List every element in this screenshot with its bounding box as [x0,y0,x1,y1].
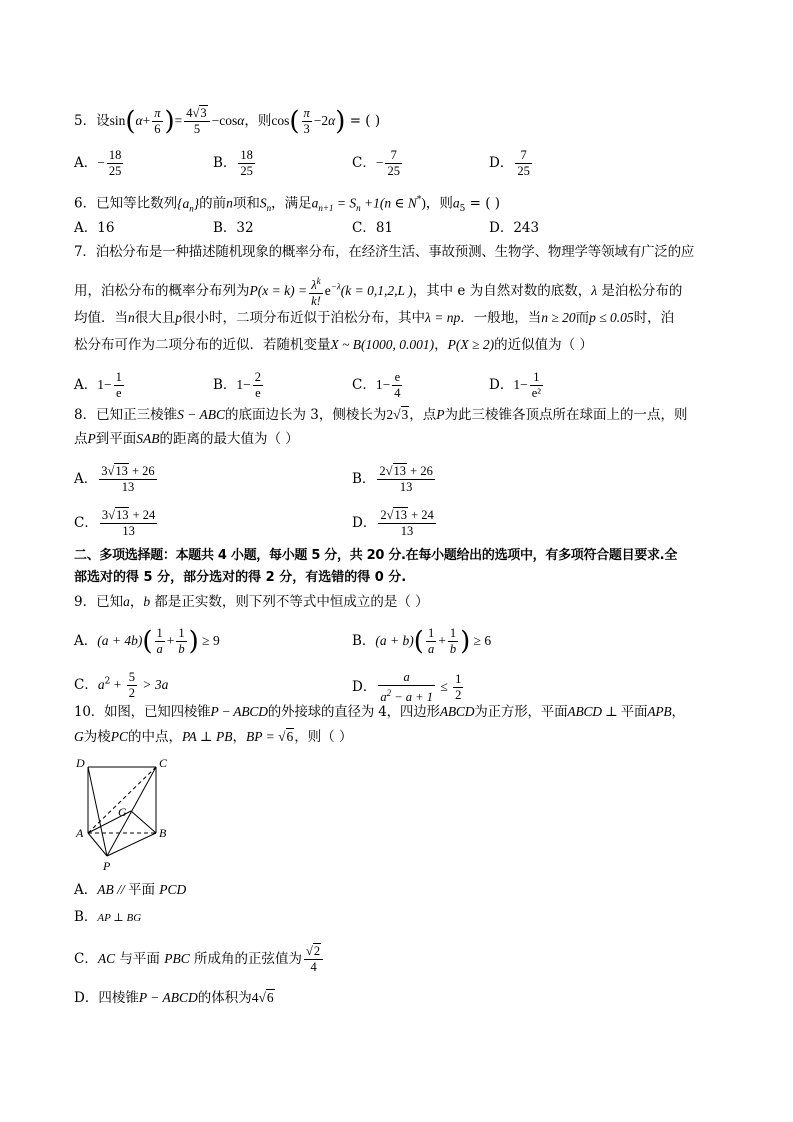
q10-option-a: A．AB // 平面 PCD [74,882,187,898]
edge-AC-hidden [88,767,156,833]
question-10-line-2: G为棱PC的中点，PA ⊥ PB，BP = √6，则（ ） [74,729,353,745]
q6-option-d: D．243 [489,220,540,236]
q7-option-c: C．1− $\frac{e}{4}$ [352,370,401,400]
q7-option-b: B．1− $\frac{2}{e}$ [213,370,262,400]
q10-option-d: D．四棱锥P − ABCD的体积为4√6 [74,990,274,1006]
q8-option-c: C． $\frac{3√13 + 24}{13}$ [74,508,156,538]
question-10-line-1: 10．如图，已知四棱锥P − ABCD的外接球的直径为 4，四边形ABCD为正方形，平面ABCD ⊥ 平面APB， [74,704,685,720]
edge-BP [107,833,156,856]
q8-option-d: D． $\frac{2√13 + 24}{13}$ [352,508,434,538]
question-9: 9．已知a，b 都是正实数，则下列不等式中恒成立的是（ ） [74,594,429,610]
q8-option-a: A． $\frac{3√13 + 26}{13}$ [74,464,155,494]
q10-option-b: B．AP ⊥ BG [74,909,142,925]
question-7-line-1: 7．泊松分布是一种描述随机现象的概率分布，在经济生活、事故预测、生物学、物理学等领域有广泛的应 [74,244,695,260]
q5-option-c: C．− $\frac{7}{25}$ [352,148,400,178]
question-6: 6．已知等比数列$\{a_n\}$的前n项和$S_n$，满足$a_{n+1} = S_n +1(n$ ∈ N*)，则$a_5$ = ( ) [74,195,501,215]
q5-option-b: B． $\frac{18}{25}$ [213,148,253,178]
label-A: A [76,826,84,840]
label-P: P [103,859,111,873]
q9-option-a: A．(a + 4b)( $\frac{1}{a}$ + $\frac{1}{b}$ ) ≥ 9 [74,626,220,657]
question-7-line-4: 松分布可作为二项分布的近似．若随机变量X ~ B(1000, 0.001)，P(X ≥ 2)的近似值为（ ） [74,337,593,353]
q9-option-c: C．$a^2$ + $\frac{5}{2}$ > 3a [74,670,169,700]
q6-option-b: B．32 [213,220,254,236]
question-7-line-3: 均值．当n很大且p很小时，二项分布近似于泊松分布，其中λ = np．一般地，当n ≥ 20而p ≤ 0.05时，泊 [74,310,675,326]
q9-option-b: B．(a + b)( $\frac{1}{a}$ + $\frac{1}{b}$ ) ≥ 6 [352,626,492,657]
edge-DP [88,767,107,856]
q10-option-c: C．AC 与平面 PBC 所成角的正弦值为 $\frac{√2}{4}$ [74,944,325,975]
segment-GB [131,811,156,833]
question-8-line-1: 8．已知正三棱锥S − ABC的底面边长为 3，侧棱长为2√3，点P为此三棱锥各顶点所在球面上的一点，则 [74,407,688,423]
label-G: G [118,805,127,819]
question-8-line-2: 点P到平面SAB的距离的最大值为（ ） [74,431,299,447]
q7-option-a: A．1− $\frac{1}{e}$ [74,370,122,400]
section-2-heading-line-2: 部选对的得 5 分，部分选对的得 2 分，有选错的得 0 分. [74,570,407,585]
q6-option-a: A．16 [74,220,115,236]
q9-option-d: D． $\frac{a}{a^2 - a + 1}$ ≤ $\frac{1}{2}$ [352,670,462,705]
q6-option-c: C．81 [352,220,394,236]
q8-option-b: B． $\frac{2√13 + 26}{13}$ [352,464,433,494]
question-5: 5．设sin(α+ $\frac{\pi}{6}$ )= $\frac{4√3}{5}$ −cosα，则cos( $\frac{\pi}{3}$ −2α) = ( ) [74,106,381,137]
label-B: B [159,826,167,840]
q5-option-a: A．− $\frac{18}{25}$ [74,148,122,178]
label-D: D [76,756,85,770]
pyramid-figure [74,753,174,873]
q5-prefix: 5．设 [74,113,110,129]
section-2-heading-line-1: 二、多项选择题：本题共 4 小题，每小题 5 分，共 20 分.在每小题给出的选项中，有多项符合题目要求.全 [74,548,678,563]
label-C: C [159,756,168,770]
question-7-line-2: 用，泊松分布的概率分布列为P(x = k) = $\frac{\lambda^k}{k!}$ $e^{-\lambda}(k = 0,1,2,L$ )，其中 e 为自然对数的底数，λ 是泊松分布的 [74,276,683,309]
q5-option-d: D． $\frac{7}{25}$ [489,148,530,178]
q7-option-d: D．1− $\frac{1}{\text{e²}}$ [489,370,541,400]
